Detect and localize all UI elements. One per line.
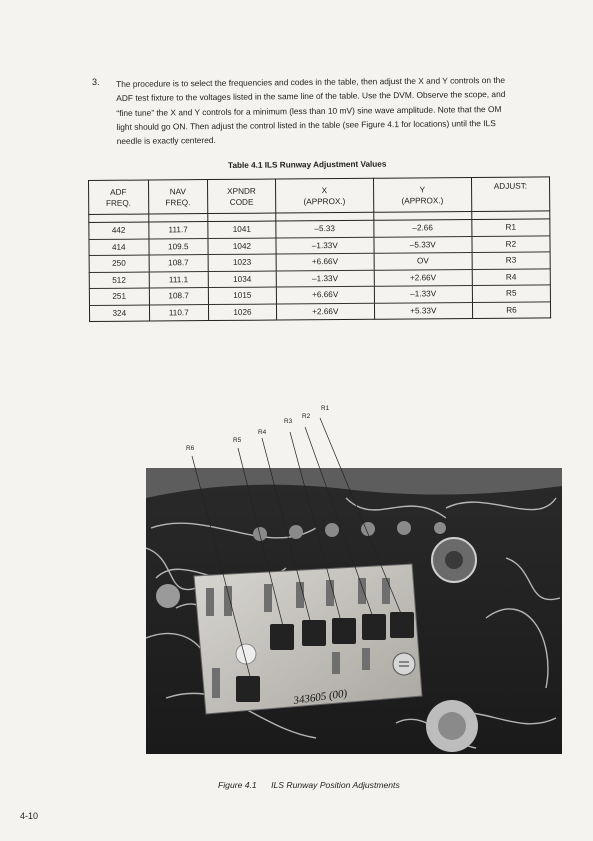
table-cell: 512 (89, 272, 149, 289)
callout-r1: R1 (321, 405, 330, 412)
callout-r3: R3 (284, 418, 293, 425)
table-cell: –2.66 (374, 219, 472, 236)
table-cell: 414 (89, 239, 149, 256)
callout-r6: R6 (186, 445, 195, 452)
table-cell: 1042 (208, 238, 276, 255)
table-cell: 111.7 (148, 222, 208, 239)
table-cell: –5.33 (276, 220, 374, 237)
step-number: 3. (92, 77, 100, 87)
header-x-approx: X (APPROX.) (275, 178, 373, 213)
table-cell: 324 (89, 305, 149, 322)
header-adf-freq: ADF FREQ. (89, 180, 149, 214)
header-xpndr-code: XPNDR CODE (208, 179, 276, 214)
header-nav-freq: NAV FREQ. (148, 180, 208, 214)
table-cell: R5 (472, 285, 550, 302)
table-cell: OV (374, 252, 472, 269)
figure-title: ILS Runway Position Adjustments (271, 780, 400, 790)
table-cell: 251 (89, 288, 149, 305)
table-cell: 110.7 (149, 304, 209, 321)
table-cell: 1026 (208, 304, 276, 321)
table-cell: R4 (472, 268, 550, 285)
step-line: “fine tune” the X and Y controls for a minimum (less than 10 mV) sine wave amplitude. Note that the OM (116, 103, 502, 118)
step-paragraph (116, 72, 565, 148)
step-line: ADF test fixture to the voltages listed in the same line of the table. Use the DVM. Observe the scope, and (116, 89, 506, 104)
table-cell: +6.66V (276, 286, 374, 303)
table-cell: 250 (89, 255, 149, 272)
step-line: needle is exactly centered. (116, 135, 216, 147)
table-cell: +2.66V (276, 303, 374, 320)
table-title: Table 4.1 ILS Runway Adjustment Values (228, 159, 387, 170)
table-cell: 1015 (208, 287, 276, 304)
table-cell: R3 (472, 252, 550, 269)
table-cell: 1034 (208, 271, 276, 288)
table-cell: –1.33V (276, 237, 374, 254)
table-cell: R6 (472, 301, 550, 318)
table-cell: 108.7 (149, 288, 209, 305)
table-cell: 109.5 (148, 238, 208, 255)
page-number: 4-10 (20, 811, 39, 821)
table-cell: R2 (472, 235, 550, 252)
callout-r2: R2 (302, 413, 311, 420)
callout-r4: R4 (258, 429, 267, 436)
callout-r5: R5 (233, 437, 242, 444)
board-marking: 343605 (00) (292, 687, 348, 707)
adjustment-table (88, 176, 551, 335)
table-cell: –5.33V (374, 236, 472, 253)
circuit-board-photo (146, 468, 562, 754)
table-cell: 442 (89, 222, 149, 239)
header-y-approx: Y (APPROX.) (373, 177, 471, 212)
step-line: light should go ON. Then adjust the control listed in the table (see Figure 4.1 for locations) until the ILS (116, 117, 496, 132)
table-cell: +6.66V (276, 253, 374, 270)
figure-caption (218, 780, 400, 790)
table-cell: –1.33V (276, 270, 374, 287)
table-cell: 1023 (208, 254, 276, 271)
step-line: The procedure is to select the frequencies and codes in the table, then adjust the X and Y controls on the (116, 74, 506, 89)
table-cell: R1 (472, 219, 550, 236)
table-cell: 111.1 (149, 271, 209, 288)
table-cell: 1041 (208, 221, 276, 238)
table-cell: +2.66V (374, 269, 472, 286)
table-row (89, 301, 550, 321)
table-cell: –1.33V (374, 285, 472, 302)
table-cell: +5.33V (374, 302, 472, 319)
table-cell: 108.7 (149, 255, 209, 272)
table-header-row (89, 177, 550, 215)
figure-label: Figure 4.1 (218, 780, 257, 790)
header-adjust: ADJUST: (471, 177, 550, 212)
